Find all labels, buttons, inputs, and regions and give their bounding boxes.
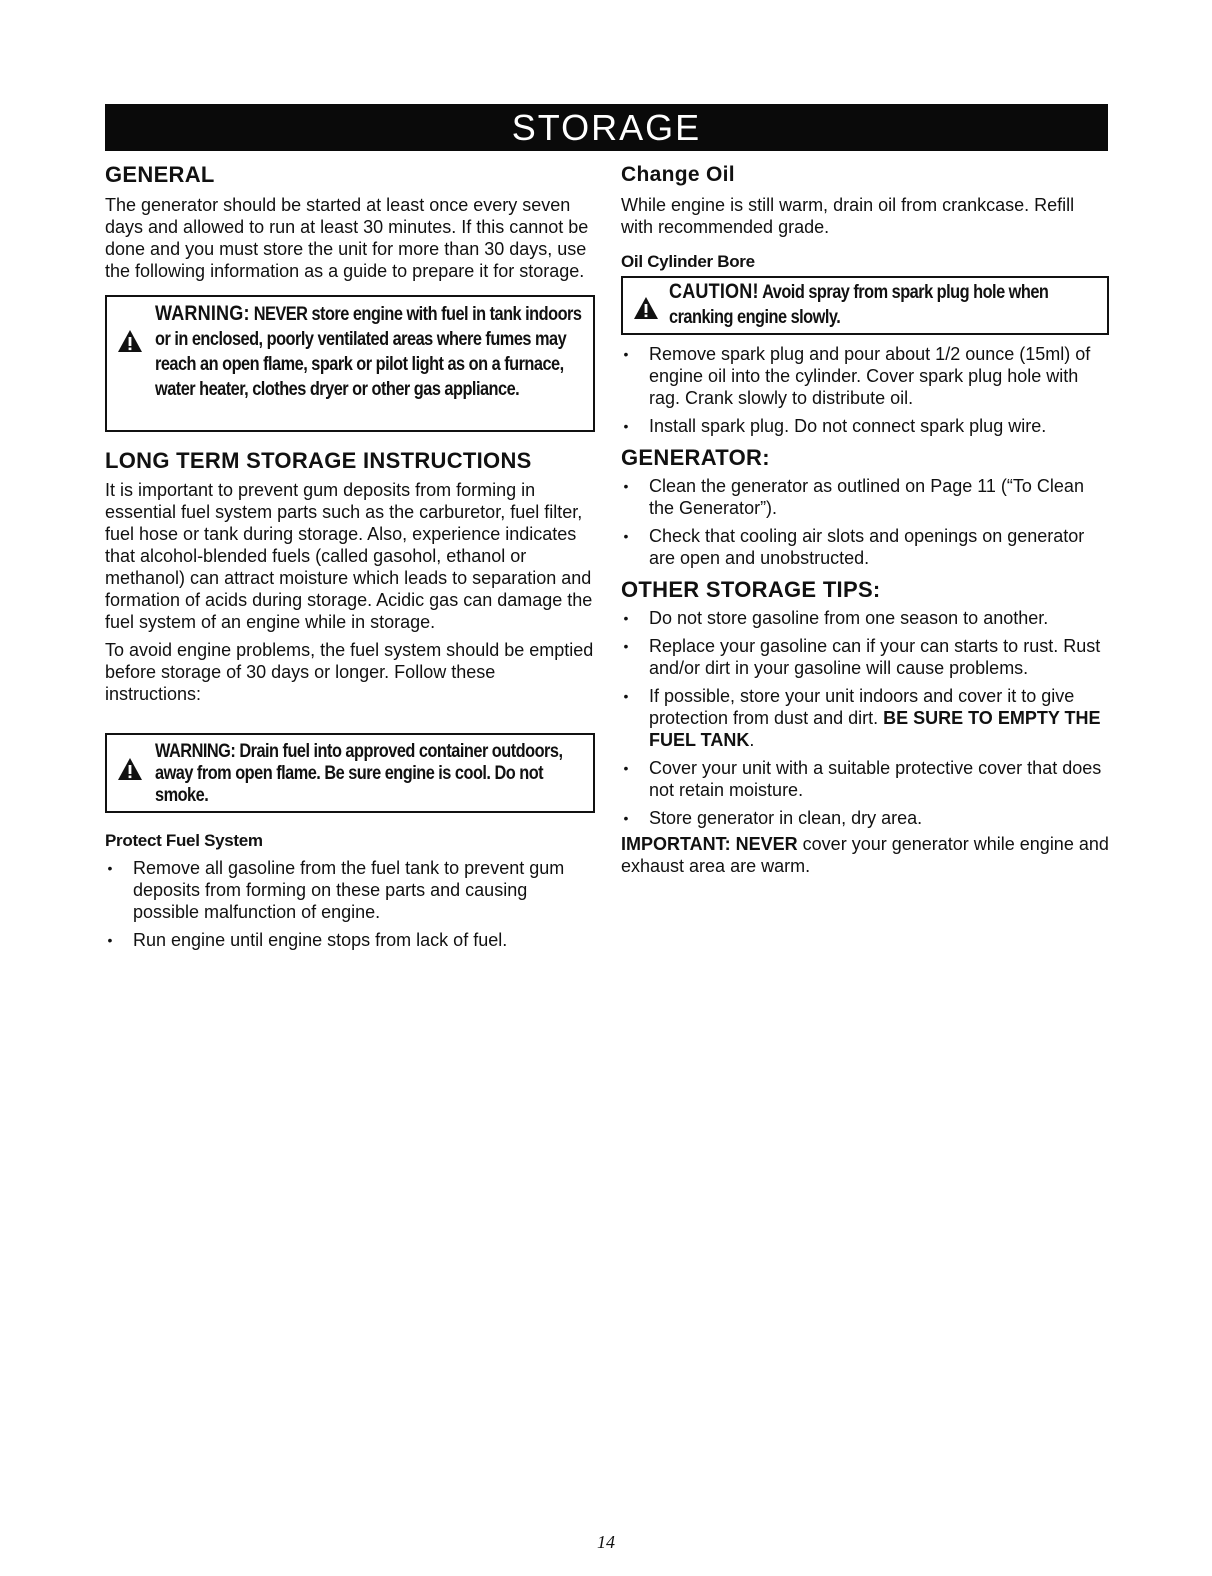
caution-text: [669, 279, 1102, 330]
warning-box-fuel-storage: [105, 295, 595, 432]
list-item: • Clean the generator as outlined on Page 11 (“To Clean the Generator”).: [621, 475, 1109, 519]
warning-triangle-icon: [633, 296, 659, 320]
warning-label: WARNING:: [155, 302, 250, 325]
list-item: • Remove all gasoline from the fuel tank to prevent gum deposits from forming on these parts and causing possible malfunction of engine.: [105, 857, 595, 923]
important-text: cover your generator while engine and exhaust area are warm.: [621, 834, 1109, 876]
bullet-icon: •: [623, 638, 629, 654]
banner-title: STORAGE: [511, 106, 702, 148]
bullet-icon: •: [623, 610, 629, 626]
list-item: • Cover your unit with a suitable protective cover that does not retain moisture.: [621, 757, 1109, 801]
long-term-heading: LONG TERM STORAGE INSTRUCTIONS: [105, 448, 532, 473]
oil-cylinder-list: [621, 343, 1109, 437]
bullet-icon: •: [623, 418, 629, 434]
warning-text: [155, 741, 588, 807]
protect-fuel-list: [105, 857, 595, 951]
important-label: IMPORTANT: NEVER: [621, 834, 798, 854]
bullet-icon: •: [623, 528, 629, 544]
long-term-para-1: It is important to prevent gum deposits from forming in essential fuel system parts such as the carburetor, fuel filter, fuel hose or tank during storage. Also, experience indicates that alcohol-blended fuels (called gasohol, ethanol or methanol) can attract moisture which leads to separation and formation of acids during storage. Acidic gas can damage the fuel system of an engine while in storage.: [105, 480, 593, 632]
bullet-icon: •: [623, 346, 629, 362]
storage-tips-list: [621, 607, 1109, 829]
list-item: • Do not store gasoline from one season to another.: [621, 607, 1109, 629]
list-item: • Replace your gasoline can if your can starts to rust. Rust and/or dirt in your gasoline will cause problems.: [621, 635, 1109, 679]
warning-box-drain-fuel: [105, 733, 595, 813]
warning-body: Drain fuel into approved container outdoors, away from open flame. Be sure engine is cool. Do not smoke.: [155, 741, 563, 806]
right-column: [621, 158, 1109, 877]
list-item: • Check that cooling air slots and openings on generator are open and unobstructed.: [621, 525, 1109, 569]
list-item: • Run engine until engine stops from lack of fuel.: [105, 929, 595, 951]
oil-cylinder-heading: Oil Cylinder Bore: [621, 252, 755, 271]
list-item: • If possible, store your unit indoors and cover it to give protection from dust and dirt. BE SURE TO EMPTY THE FUEL TANK.: [621, 685, 1109, 751]
warning-text: [155, 301, 588, 402]
bullet-icon: •: [623, 478, 629, 494]
general-body: The generator should be started at least once every seven days and allowed to run at least 30 minutes. If this cannot be done and you must store the unit for more than 30 days, use the following information as a guide to prepare it for storage.: [105, 195, 589, 281]
bullet-icon: •: [623, 688, 629, 704]
long-term-para-2: To avoid engine problems, the fuel system should be emptied before storage of 30 days or longer. Follow these instructions:: [105, 640, 594, 704]
change-oil-body: While engine is still warm, drain oil from crankcase. Refill with recommended grade.: [621, 195, 1075, 237]
bullet-icon: •: [107, 860, 113, 876]
important-note: [621, 833, 1109, 877]
caution-body: Avoid spray from spark plug hole when cranking engine slowly.: [669, 282, 1049, 328]
warning-lead: NEVER: [253, 304, 308, 325]
storage-tips-heading: OTHER STORAGE TIPS:: [621, 577, 881, 602]
warning-triangle-icon: [117, 329, 143, 353]
list-item: • Install spark plug. Do not connect spark plug wire.: [621, 415, 1109, 437]
list-item: • Remove spark plug and pour about 1/2 ounce (15ml) of engine oil into the cylinder. Cover spark plug hole with rag. Crank slowly to distribute oil.: [621, 343, 1109, 409]
general-heading: GENERAL: [105, 162, 215, 187]
empty-tank-emphasis: BE SURE TO EMPTY THE FUEL TANK: [649, 708, 1101, 750]
change-oil-heading: Change Oil: [621, 163, 735, 186]
bullet-icon: •: [623, 810, 629, 826]
caution-box: [621, 276, 1109, 335]
page-number: 14: [597, 1532, 615, 1552]
protect-fuel-heading: Protect Fuel System: [105, 831, 263, 850]
bullet-icon: •: [107, 932, 113, 948]
warning-label: WARNING:: [155, 741, 236, 762]
bullet-icon: •: [623, 760, 629, 776]
section-banner: [105, 104, 1108, 151]
generator-list: [621, 475, 1109, 569]
warning-body: store engine with fuel in tank indoors or in enclosed, poorly ventilated areas where fumes may reach an open flame, spark or pilot light as on a furnace, water heater, clothes dryer or other gas appliance.: [155, 304, 582, 400]
generator-heading: GENERATOR:: [621, 445, 770, 470]
caution-label: CAUTION!: [669, 280, 759, 303]
left-column: [105, 158, 595, 957]
list-item: • Store generator in clean, dry area.: [621, 807, 1109, 829]
warning-triangle-icon: [117, 757, 143, 781]
